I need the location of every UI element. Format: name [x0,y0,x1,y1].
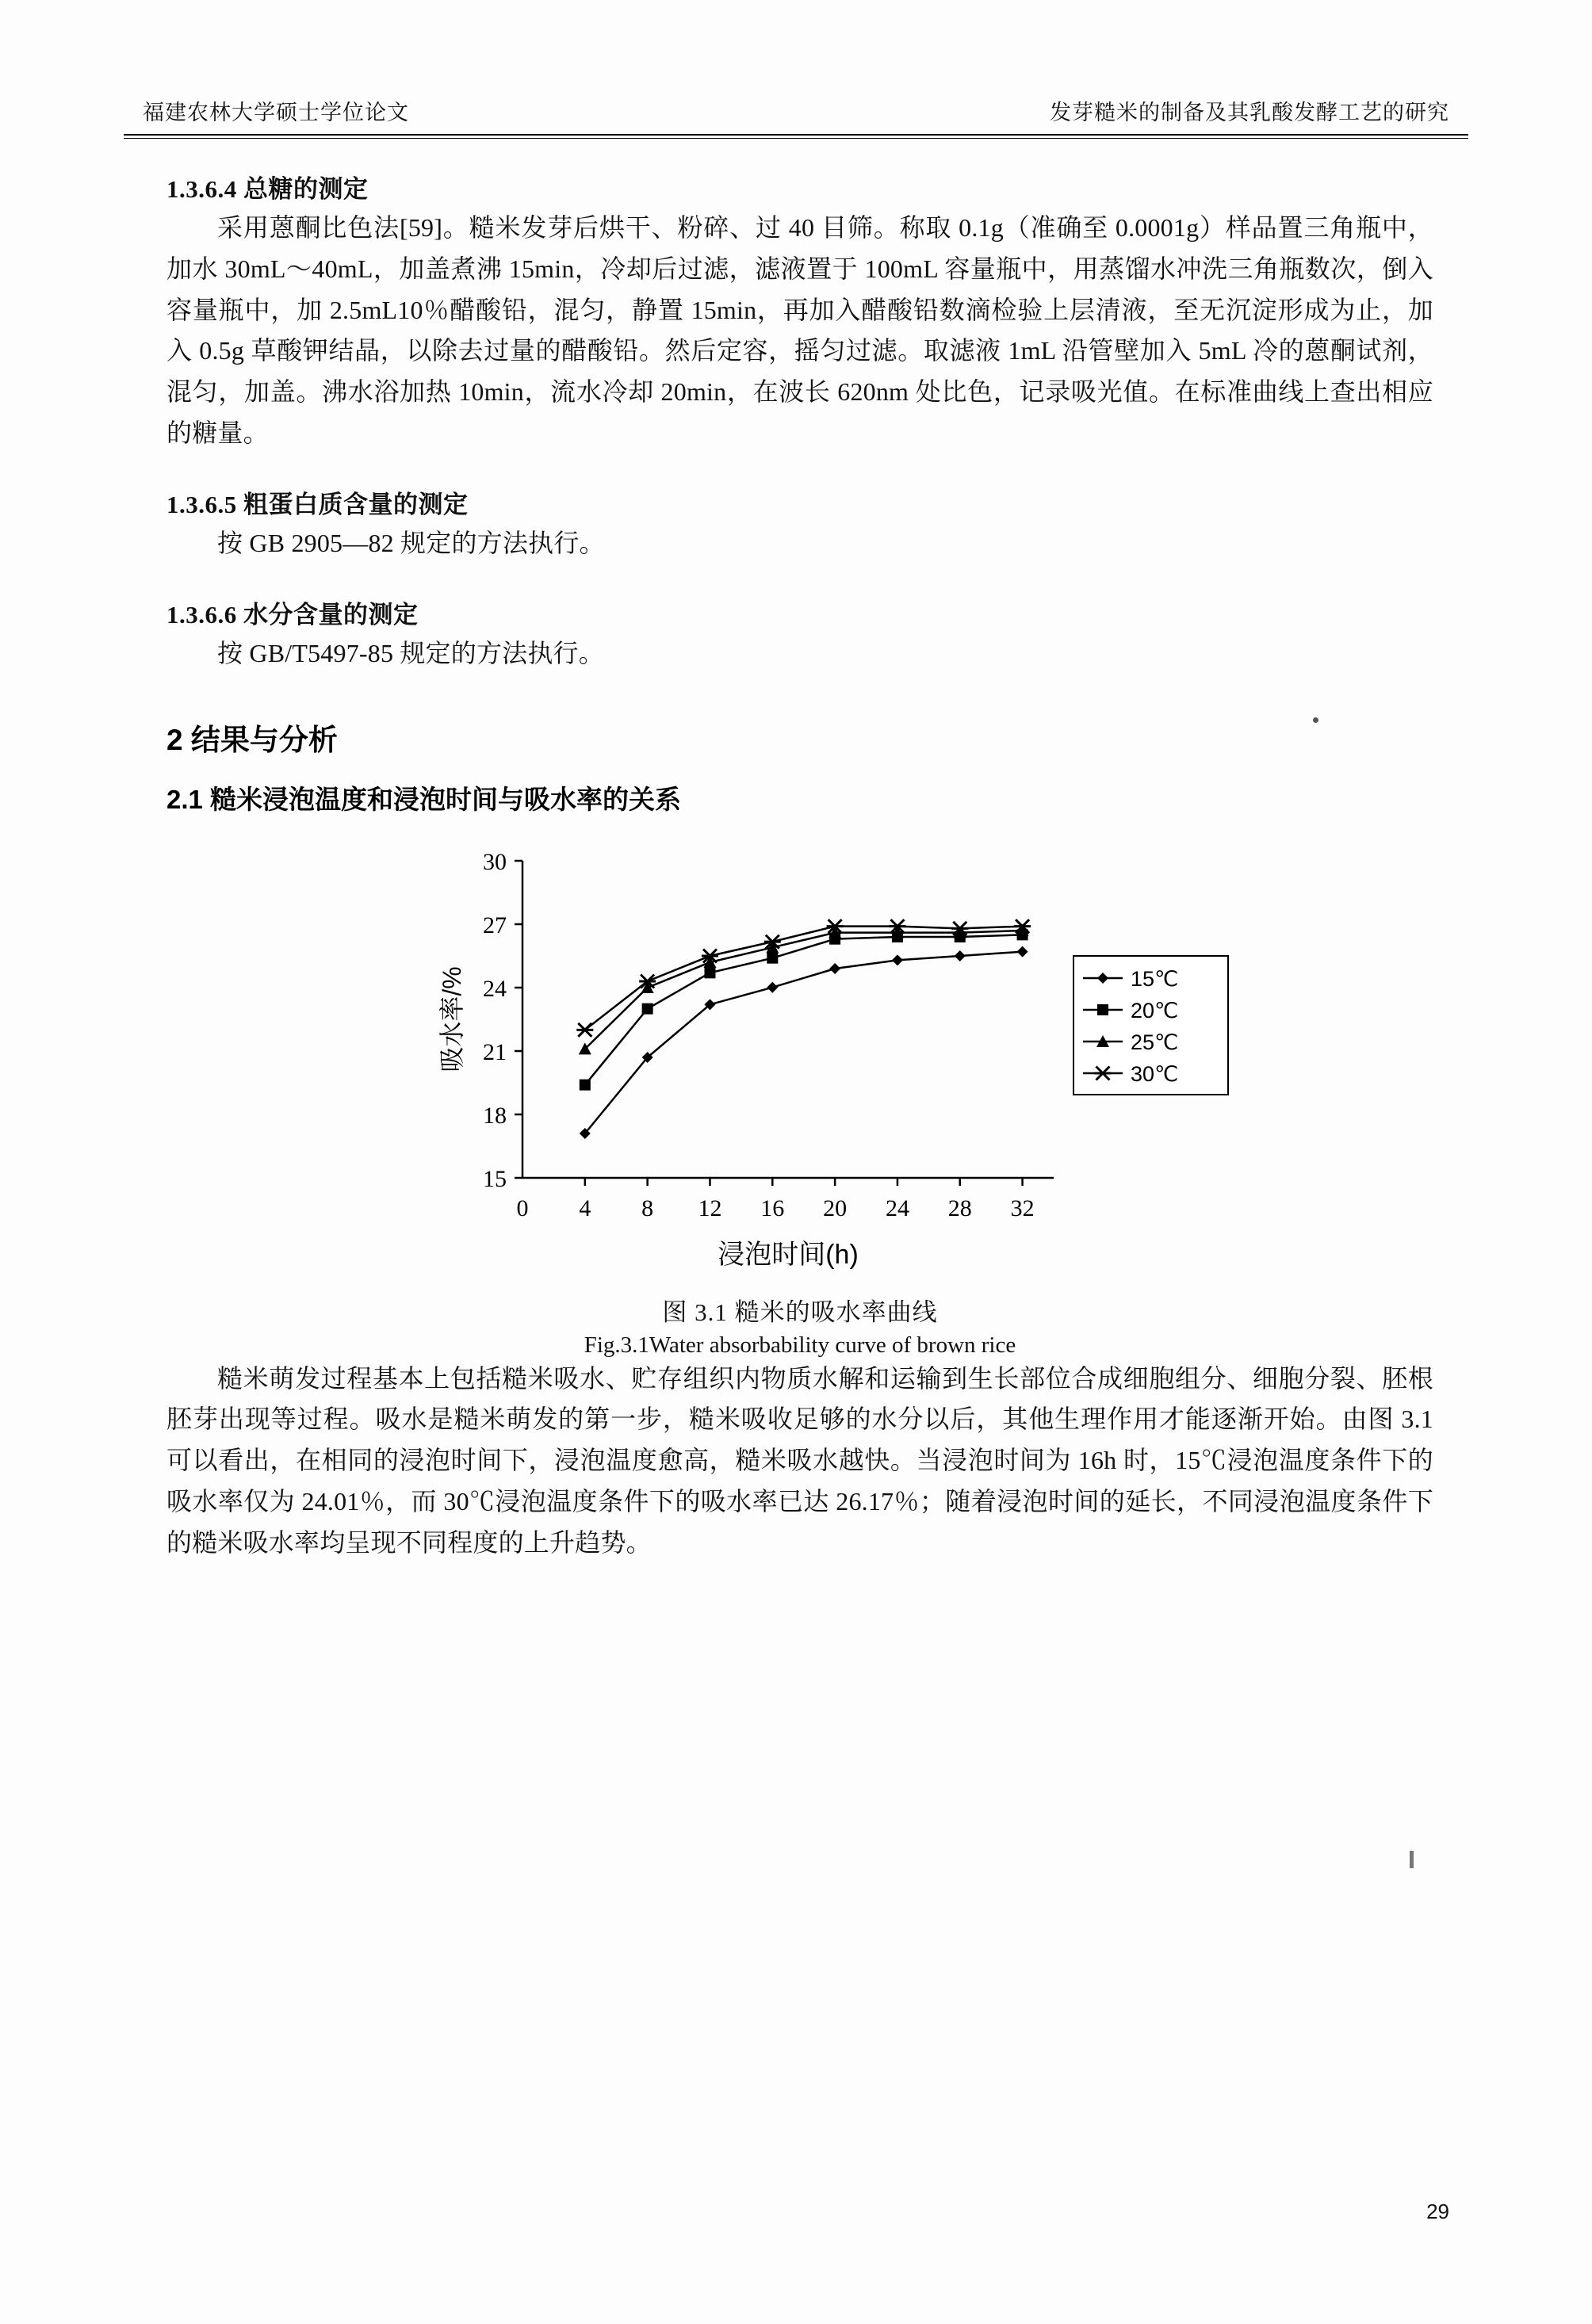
figure-caption-en: Fig.3.1Water absorbability curve of brown rice [584,1332,1016,1358]
section-heading-1366: 1.3.6.6 水分含量的测定 [166,600,419,629]
svg-text:4: 4 [579,1194,591,1221]
svg-text:0: 0 [516,1194,529,1221]
svg-text:浸泡时间(h): 浸泡时间(h) [718,1239,859,1270]
paragraph-discussion: 糙米萌发过程基本上包括糙米吸水、贮存组织内物质水解和运输到生长部位合成细胞组分、细胞分裂、胚根胚芽出现等过程。吸水是糙米萌发的第一步，糙米吸收足够的水分以后，其他生理作用才能逐渐开始。由图 3.1 可以看出，在相同的浸泡时间下，浸泡温度愈高，糙米吸水越快。当浸泡时间为 16h 时，15℃浸泡温度条件下的吸水率仅为 24.01％，而 30℃浸泡温度条件下的吸水率已达 26.17％；随着浸泡时间的延长，不同浸泡温度条件下的糙米吸水率均呈现不同程度的上升趋势。 [166,1363,1433,1557]
svg-text:18: 18 [483,1102,507,1129]
stray-ink-mark [1313,717,1318,723]
svg-text:20: 20 [823,1194,848,1221]
page-content [119,169,1473,1564]
header-rule-thin [124,138,1468,139]
section-heading-1365: 1.3.6.5 粗蛋白质含量的测定 [166,490,469,518]
section-heading-21: 2.1 糙米浸泡温度和浸泡时间与吸水率的关系 [166,784,682,814]
line-chart-svg [356,837,1244,1281]
svg-text:30℃: 30℃ [1131,1061,1179,1086]
page-number: 29 [1426,2200,1449,2223]
paragraph-1365: 按 GB 2905—82 规定的方法执行。 [217,528,605,557]
svg-text:16: 16 [760,1194,785,1221]
svg-text:15℃: 15℃ [1131,966,1179,991]
figure-31 [166,837,1433,1359]
paragraph-1366: 按 GB/T5497-85 规定的方法执行。 [217,638,604,667]
svg-text:32: 32 [1010,1194,1035,1221]
svg-text:27: 27 [483,912,507,938]
svg-text:30: 30 [483,848,507,875]
header-rule-thick [124,134,1468,136]
svg-text:24: 24 [483,975,507,1002]
stray-ink-mark-2 [1410,1851,1414,1868]
chart-water-absorbability [356,837,1244,1281]
page-header [119,95,1473,134]
svg-text:20℃: 20℃ [1131,998,1179,1022]
svg-text:15: 15 [483,1165,507,1192]
svg-text:21: 21 [483,1038,507,1065]
svg-text:8: 8 [641,1194,654,1221]
svg-text:12: 12 [698,1194,722,1221]
paragraph-1364: 采用蒽酮比色法[59]。糙米发芽后烘干、粉碎、过 40 目筛。称取 0.1g（准确至 0.0001g）样品置三角瓶中，加水 30mL～40mL，加盖煮沸 15min，冷却后过滤，滤液置于 100mL 容量瓶中，用蒸馏水冲洗三角瓶数次，倒入容量瓶中，加 2.5mL10％醋酸铅，混匀，静置 15min，再加入醋酸铅数滴检验上层清液，至无沉淀形成为止，加入 0.5g 草酸钾结晶，以除去过量的醋酸铅。然后定容，摇匀过滤。取滤液 1mL 沿管壁加入 5mL 冷的蒽酮试剂，混匀，加盖。沸水浴加热 10min，流水冷却 20min，在波长 620nm 处比色，记录吸光值。在标准曲线上查出相应的糖量。 [166,213,1433,448]
chapter-heading-2: 2 结果与分析 [166,723,338,756]
header-left-text: 福建农林大学硕士学位论文 [143,101,409,124]
svg-text:25℃: 25℃ [1131,1030,1179,1054]
figure-caption-cn: 图 3.1 糙米的吸水率曲线 [662,1298,938,1326]
svg-text:28: 28 [947,1194,972,1221]
header-right-text: 发芽糙米的制备及其乳酸发酵工艺的研究 [1050,101,1449,124]
svg-text:吸水率/%: 吸水率/% [438,965,466,1072]
section-heading-1364: 1.3.6.4 总糖的测定 [166,175,369,203]
svg-text:24: 24 [885,1194,909,1221]
